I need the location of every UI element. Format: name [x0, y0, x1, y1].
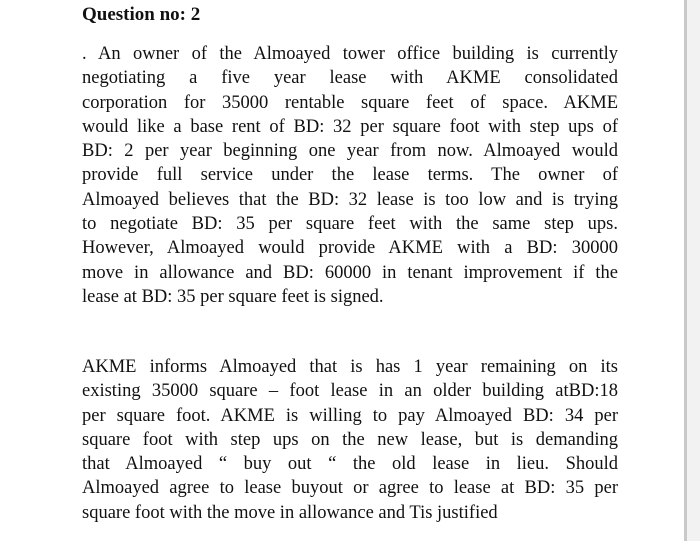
paragraph-1-line-5: BD: 2 per year beginning one year from now. Almoayed would: [82, 141, 618, 162]
page-edge-shade: [687, 0, 700, 541]
paragraph-1-line-4: would like a base rent of BD: 32 per square foot with step ups of: [82, 116, 618, 137]
paragraph-1-line-10: move in allowance and BD: 60000 in tenant improvement if the: [82, 262, 618, 283]
paragraph-2-line-5: that Almoayed “ buy out “ the old lease in lieu. Should: [82, 454, 618, 475]
question-paragraph-2: [82, 355, 618, 525]
paragraph-2-line-4: square foot with step ups on the new lease, but is demanding: [82, 429, 618, 450]
paragraph-2-line-6: Almoayed agree to lease buyout or agree to lease at BD: 35 per: [82, 478, 618, 499]
paragraph-1-line-7: Almoayed believes that the BD: 32 lease is too low and is trying: [82, 189, 618, 210]
paragraph-1-line-1: . An owner of the Almoayed tower office building is currently: [82, 44, 618, 64]
question-paragraph-1: [82, 42, 618, 309]
paragraph-1-line-3: corporation for 35000 rentable square feet of space. AKME: [82, 92, 618, 113]
paragraph-1-line-2: negotiating a five year lease with AKME consolidated: [82, 68, 618, 89]
paragraph-1-line-11: lease at BD: 35 per square feet is signed.: [82, 286, 384, 307]
paragraph-2-line-3: per square foot. AKME is willing to pay Almoayed BD: 34 per: [82, 405, 618, 426]
question-heading: Question no: 2: [82, 4, 201, 25]
paragraph-2-line-7: square foot with the move in allowance and Tis justified: [82, 502, 498, 523]
paragraph-2-line-2: existing 35000 square – foot lease in an older building atBD:18: [82, 381, 618, 402]
paragraph-1-line-8: to negotiate BD: 35 per square feet with the same step ups.: [82, 214, 618, 235]
paragraph-2-line-1: AKME informs Almoayed that is has 1 year remaining on its: [82, 357, 618, 377]
paragraph-1-line-9: However, Almoayed would provide AKME with a BD: 30000: [82, 238, 618, 259]
paragraph-1-line-6: provide full service under the lease terms. The owner of: [82, 165, 618, 186]
